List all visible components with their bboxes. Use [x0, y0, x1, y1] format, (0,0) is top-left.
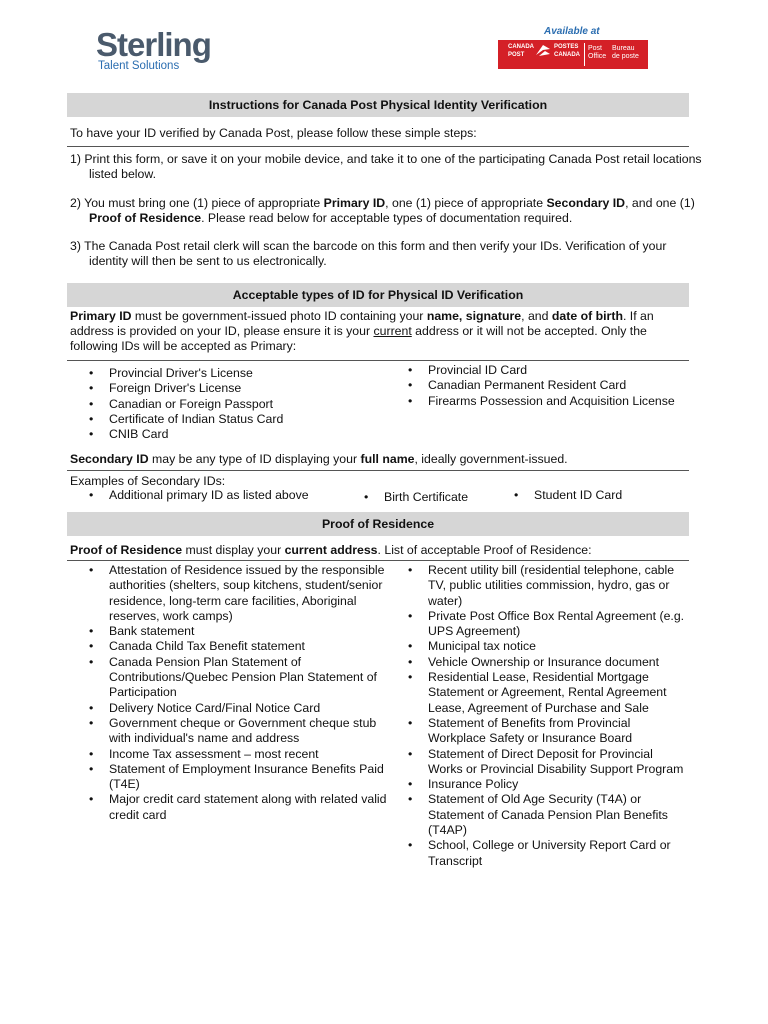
cp-fr-line2: CANADA: [554, 52, 580, 58]
step-2-text: , and one (1): [625, 196, 695, 210]
list-item: • Canadian Permanent Resident Card: [404, 378, 694, 393]
divider: [67, 470, 689, 471]
residence-list-left: [85, 563, 390, 823]
list-item: • Recent utility bill (residential telephone, cable TV, public utilities commission, hydro, gas or water): [404, 563, 688, 609]
primary-id-list-left: [85, 366, 385, 442]
divider: [67, 360, 689, 361]
primary-id-description: [70, 309, 688, 354]
step-3: 3) The Canada Post retail clerk will scan the barcode on this form and then verify your IDs. Verification of your identity will then be sent to us electronically.: [70, 239, 667, 268]
list-item: • Provincial Driver's License: [85, 366, 385, 381]
cp-fr-line1: POSTES: [554, 44, 579, 50]
primary-text: , and: [521, 309, 552, 323]
list-item: • Income Tax assessment – most recent: [85, 747, 390, 762]
primary-text: . If an address is provided on your ID, please ensure it is your: [70, 309, 654, 338]
residence-label: Proof of Residence: [70, 543, 183, 557]
secondary-example-2: [360, 490, 510, 505]
list-item: • Private Post Office Box Rental Agreement (e.g. UPS Agreement): [404, 609, 688, 640]
list-item: • Foreign Driver's License: [85, 381, 385, 396]
step-2-secondary: Secondary ID: [546, 196, 626, 210]
list-item: • Additional primary ID as listed above: [85, 488, 355, 503]
list-item: • Canadian or Foreign Passport: [85, 397, 385, 412]
residence-text: . List of acceptable Proof of Residence:: [377, 543, 592, 557]
list-item: • School, College or University Report Card or Transcript: [404, 838, 688, 869]
list-item: • Statement of Old Age Security (T4A) or Statement of Canada Pension Plan Benefits (T4AP): [404, 792, 688, 838]
list-item: • Statement of Direct Deposit for Provincial Works or Provincial Disability Support Program: [404, 747, 688, 778]
secondary-example-3: [510, 488, 680, 503]
primary-bold: name, signature: [426, 309, 522, 323]
step-2: [70, 196, 707, 226]
canada-post-eagle-icon: [536, 45, 550, 57]
cp-office-en2: Office: [588, 53, 607, 60]
acceptable-id-title: Acceptable types of ID for Physical ID Verification: [67, 283, 689, 307]
list-item: • Certificate of Indian Status Card: [85, 412, 385, 427]
list-item: • Student ID Card: [510, 488, 680, 503]
secondary-id-description: [70, 452, 688, 467]
residence-bold: current address: [284, 543, 378, 557]
list-item: • CNIB Card: [85, 427, 385, 442]
cp-office-en1: Post: [588, 45, 603, 52]
list-item: • Canada Child Tax Benefit statement: [85, 639, 390, 654]
list-item: • Firearms Possession and Acquisition License: [404, 394, 694, 409]
instructions-intro: To have your ID verified by Canada Post, please follow these simple steps:: [70, 126, 477, 140]
list-item: • Residential Lease, Residential Mortgage Statement or Agreement, Rental Agreement Lease, Agreement of Purchase and Sale: [404, 670, 688, 716]
primary-id-list-right: [404, 363, 694, 409]
available-at-label: Available at: [544, 26, 600, 37]
sterling-logo-subtitle: Talent Solutions: [98, 60, 180, 72]
cp-divider: [584, 43, 585, 66]
list-item: • Attestation of Residence issued by the responsible authorities (shelters, soup kitchens, student/senior residence, long-term care facilities, Aboriginal reserves, work camps): [85, 563, 390, 624]
list-item: • Canada Pension Plan Statement of Contributions/Quebec Pension Plan Statement of Participation: [85, 655, 390, 701]
step-2-text: . Please read below for acceptable types of documentation required.: [201, 211, 573, 225]
divider: [67, 146, 689, 147]
list-item: • Statement of Employment Insurance Benefits Paid (T4E): [85, 762, 390, 793]
residence-list-right: [404, 563, 688, 869]
primary-underline: current: [373, 324, 412, 338]
cp-office-fr1: Bureau: [612, 45, 635, 52]
list-item: • Bank statement: [85, 624, 390, 639]
secondary-bold: full name: [360, 452, 415, 466]
residence-text: must display your: [182, 543, 285, 557]
step-2-residence: Proof of Residence: [89, 211, 202, 225]
step-2-primary: Primary ID: [323, 196, 386, 210]
proof-of-residence-title: Proof of Residence: [67, 512, 689, 536]
step-2-text: 2) You must bring one (1) piece of appropriate: [70, 196, 324, 210]
primary-bold: date of birth: [551, 309, 623, 323]
list-item: • Government cheque or Government cheque stub with individual's name and address: [85, 716, 390, 747]
divider: [67, 560, 689, 561]
primary-text: must be government-issued photo ID containing your: [131, 309, 427, 323]
proof-of-residence-intro: [70, 543, 688, 558]
step-2-text: , one (1) piece of appropriate: [385, 196, 547, 210]
primary-text: address or it will not be accepted. Only the following IDs will be accepted as Primary:: [70, 324, 647, 353]
list-item: • Vehicle Ownership or Insurance document: [404, 655, 688, 670]
secondary-examples-label: Examples of Secondary IDs:: [70, 474, 226, 488]
cp-en-line1: CANADA: [508, 44, 534, 50]
sterling-logo: Sterling: [96, 26, 211, 63]
list-item: • Statement of Benefits from Provincial Workplace Safety or Insurance Board: [404, 716, 688, 747]
list-item: • Major credit card statement along with related valid credit card: [85, 792, 390, 823]
list-item: • Delivery Notice Card/Final Notice Card: [85, 701, 390, 716]
list-item: • Insurance Policy: [404, 777, 688, 792]
secondary-text: may be any type of ID displaying your: [148, 452, 361, 466]
secondary-example-1: [85, 488, 355, 503]
list-item: • Birth Certificate: [360, 490, 510, 505]
instructions-title: Instructions for Canada Post Physical Identity Verification: [67, 93, 689, 117]
list-item: • Municipal tax notice: [404, 639, 688, 654]
list-item: • Provincial ID Card: [404, 363, 694, 378]
canada-post-logo: [498, 40, 648, 69]
cp-en-line2: POST: [508, 52, 525, 58]
secondary-text: , ideally government-issued.: [414, 452, 568, 466]
step-1: 1) Print this form, or save it on your mobile device, and take it to one of the participating Canada Post retail locations listed below.: [70, 152, 702, 181]
cp-office-fr2: de poste: [612, 53, 639, 60]
primary-id-label: Primary ID: [70, 309, 132, 323]
secondary-id-label: Secondary ID: [70, 452, 149, 466]
